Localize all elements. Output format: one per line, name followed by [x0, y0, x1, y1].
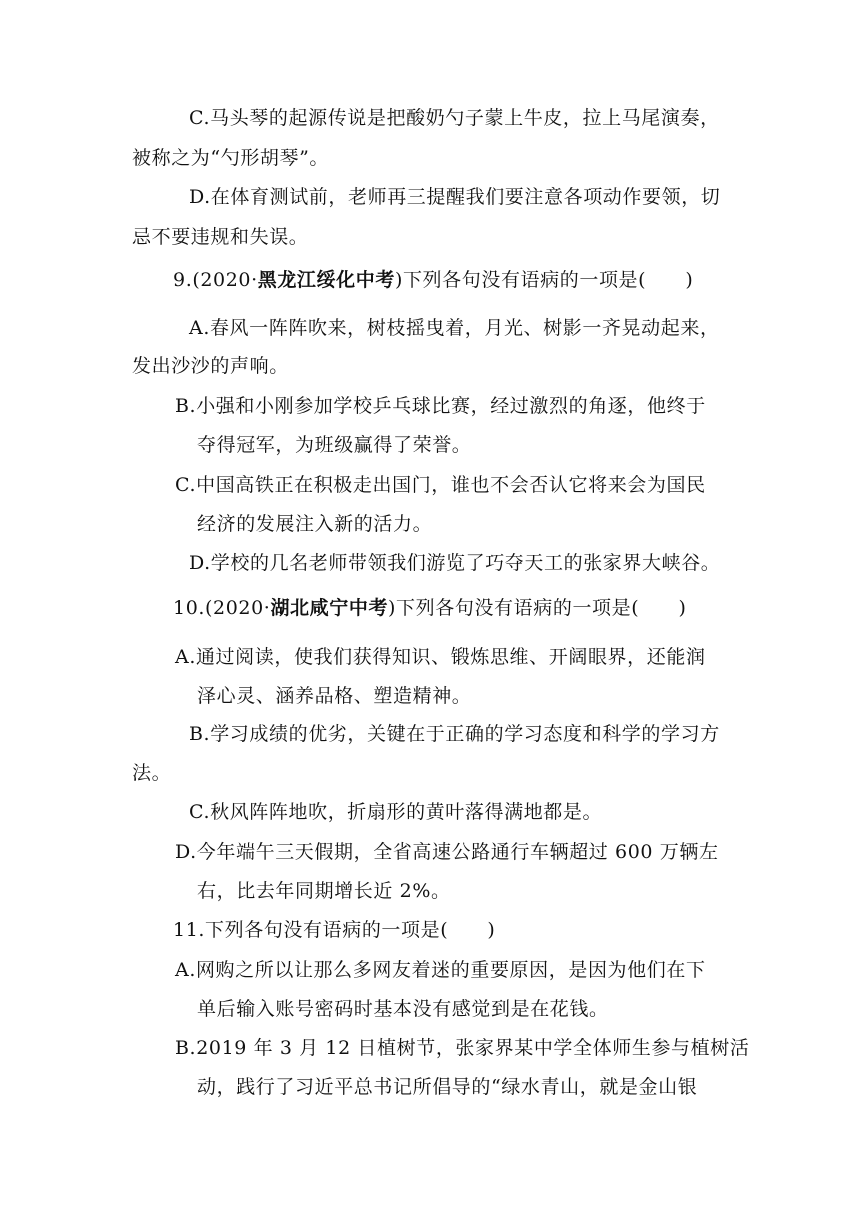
q8-option-d-line2: 忌不要违规和失误。 [132, 226, 309, 248]
q9-stem [173, 268, 693, 292]
q9-option-a-line2: 发出沙沙的声响。 [132, 355, 289, 377]
q10-option-d-line2: 右，比去年同期增长近 2%。 [197, 880, 451, 902]
q9-source: 黑龙江绥化中考 [257, 269, 395, 291]
q10-option-a-line1: A.通过阅读，使我们获得知识、锻炼思维、开阔眼界，还能润 [175, 646, 706, 668]
q8-option-c-line1: C.马头琴的起源传说是把酸奶勺子蒙上牛皮，拉上马尾演奏， [189, 107, 720, 129]
q9-option-b-line2: 夺得冠军，为班级赢得了荣誉。 [197, 434, 472, 456]
q10-number: 10.(2020· [173, 597, 271, 619]
q10-option-b-line2: 法。 [132, 762, 172, 784]
q10-option-b-line1: B.学习成绩的优劣，关键在于正确的学习态度和科学的学习方 [189, 723, 720, 745]
q11-option-a-line1: A.网购之所以让那么多网友着迷的重要原因，是因为他们在下 [175, 959, 706, 981]
q11-stem: 11.下列各句没有语病的一项是( ) [173, 919, 496, 941]
q11-option-b-line1: B.2019 年 3 月 12 日植树节，张家界某中学全体师生参与植树活 [175, 1037, 750, 1059]
q9-option-c-line1: C.中国高铁正在积极走出国门，谁也不会否认它将来会为国民 [175, 474, 706, 496]
q9-option-b-line1: B.小强和小刚参加学校乒乓球比赛，经过激烈的角逐，他终于 [175, 395, 706, 417]
q10-source: 湖北咸宁中考 [270, 597, 389, 619]
q9-stem-text: )下列各句没有语病的一项是( ) [394, 269, 694, 291]
q8-option-d-line1: D.在体育测试前，老师再三提醒我们要注意各项动作要领，切 [189, 186, 721, 208]
q11-option-b-line2: 动，践行了习近平总书记所倡导的“绿水青山，就是金山银 [197, 1076, 698, 1098]
q10-stem [173, 596, 687, 620]
q10-option-a-line2: 泽心灵、涵养品格、塑造精神。 [197, 685, 472, 707]
q9-option-c-line2: 经济的发展注入新的活力。 [197, 513, 433, 535]
q9-number: 9.(2020· [173, 269, 258, 291]
q11-option-a-line2: 单后输入账号密码时基本没有感觉到是在花钱。 [197, 998, 609, 1020]
q10-option-d-line1: D.今年端午三天假期，全省高速公路通行车辆超过 600 万辆左 [175, 841, 719, 863]
q8-option-c-line2: 被称之为“勺形胡琴”。 [132, 147, 330, 169]
q9-option-d: D.学校的几名老师带领我们游览了巧夺天工的张家界大峡谷。 [189, 552, 721, 574]
q9-option-a-line1: A.春风一阵阵吹来，树枝摇曳着，月光、树影一齐晃动起来， [189, 317, 720, 339]
q10-option-c: C.秋风阵阵地吹，折扇形的黄叶落得满地都是。 [189, 801, 603, 823]
q10-stem-text: )下列各句没有语病的一项是( ) [388, 597, 687, 619]
